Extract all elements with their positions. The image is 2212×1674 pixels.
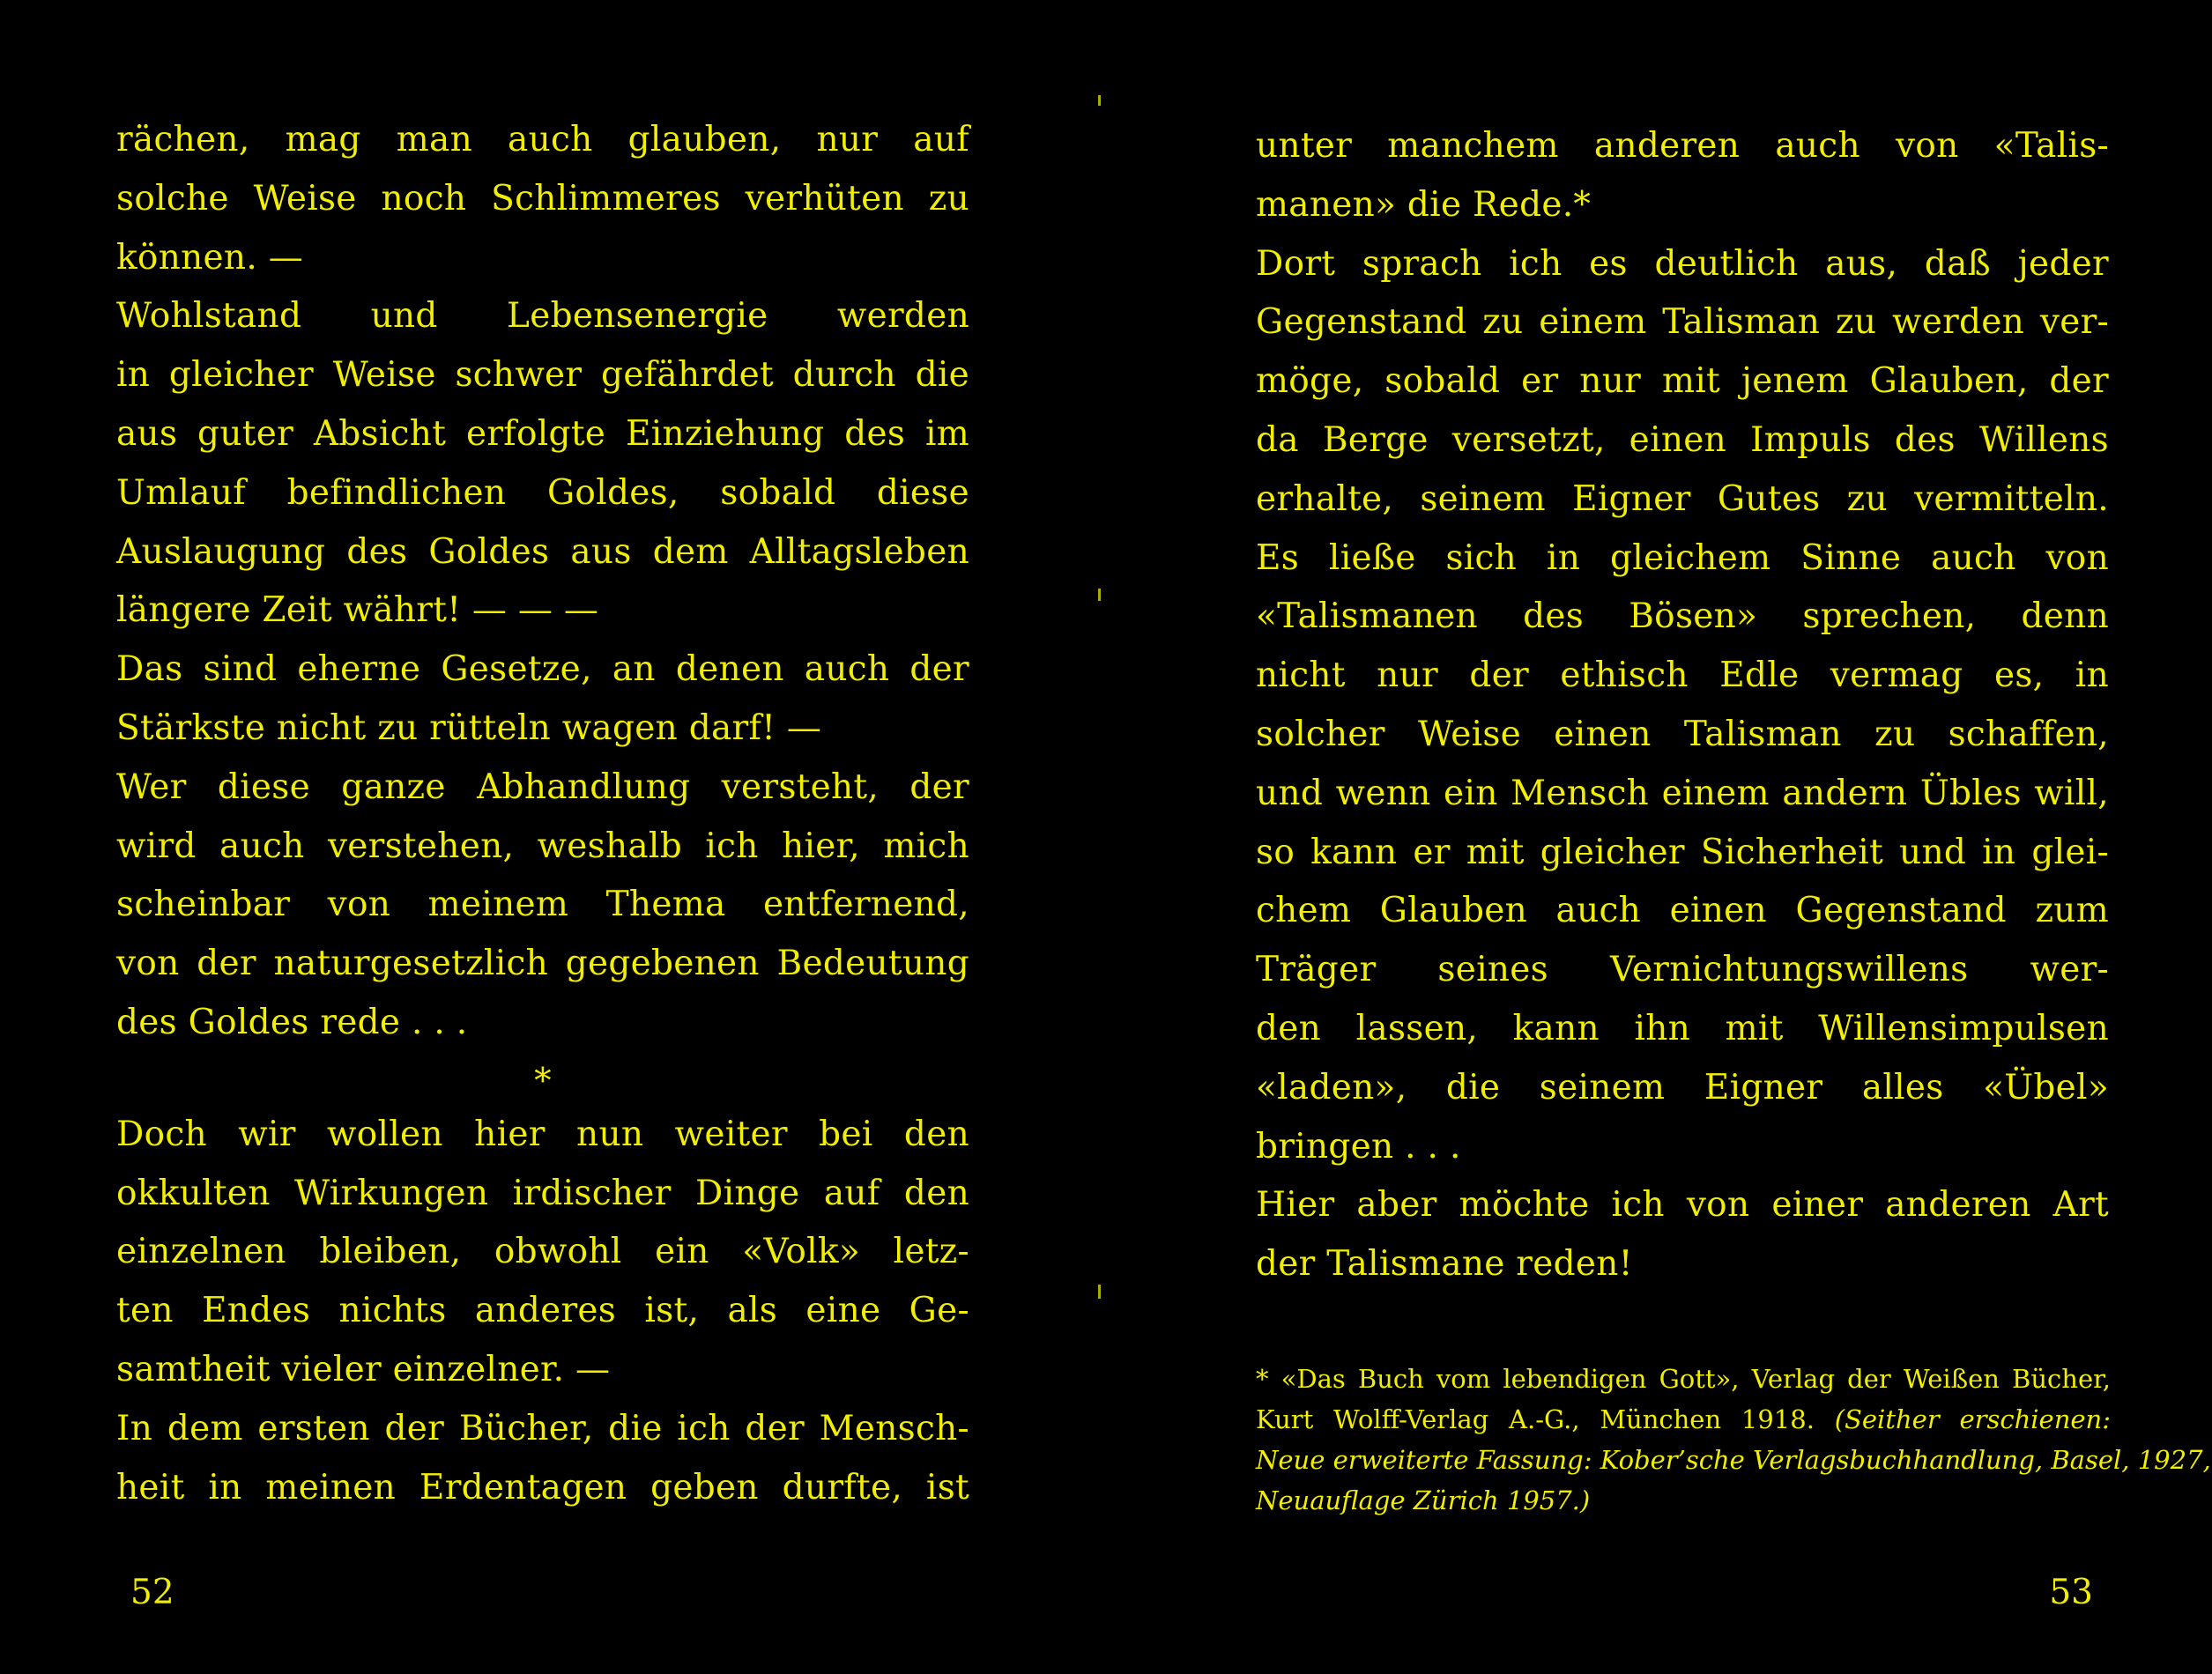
gutter-speck [1098, 1285, 1101, 1299]
text-line: okkulten Wirkungen irdischer Dinge auf den [116, 1173, 969, 1213]
right-page-text [1256, 117, 2109, 1294]
text-line: rächen, mag man auch glauben, nur auf [116, 120, 969, 159]
text-line: Es ließe sich in gleichem Sinne auch von [1256, 537, 2109, 578]
text-line: Wohlstand und Lebensenergie werden [116, 296, 969, 337]
text-line: heit in meinen Erdentagen geben durfte, ist [116, 1467, 969, 1507]
text-line: chem Glauben auch einen Gegenstand zum [1256, 891, 2109, 931]
text-line: Wer diese ganze Abhandlung versteht, der [116, 767, 969, 807]
text-line: so kann er mit gleicher Sicherheit und in glei- [1256, 832, 2109, 872]
text-line: Das sind eherne Gesetze, an denen auch der [116, 649, 969, 690]
text-line: scheinbar von meinem Thema entfernend, [116, 885, 969, 925]
text-line: den lassen, kann ihn mit Willensimpulsen [1256, 1008, 2109, 1048]
left-page-text [116, 111, 969, 1517]
text-line: ten Endes nichts anderes ist, als eine Ge- [116, 1291, 969, 1331]
text-line: bringen . . . [1256, 1126, 1461, 1167]
text-line: Doch wir wollen hier nun weiter bei den [116, 1114, 969, 1154]
footnote-line [1256, 1399, 2111, 1440]
text-line: Gegenstand zu einem Talisman zu werden ver- [1256, 302, 2109, 343]
section-asterisk: * [534, 1061, 552, 1101]
text-line: manen» die Rede.* [1256, 184, 1592, 225]
footnote-text: Kurt Wolff-Verlag A.-G., München 1918. [1256, 1404, 1835, 1434]
right-page [1106, 0, 2212, 1674]
text-line: unter manchem anderen auch von «Talis- [1256, 126, 2109, 166]
footnote-line: Neuauflage Zürich 1957.) [1256, 1485, 1591, 1515]
text-line: solcher Weise einen Talisman zu schaffen, [1256, 714, 2109, 754]
footnote-italic-text: (Seither erschienen: [1834, 1404, 2111, 1434]
text-line: Stärkste nicht zu rütteln wagen darf! — [116, 707, 822, 748]
text-line: möge, sobald er nur mit jenem Glauben, der [1256, 361, 2109, 402]
text-line: In dem ersten der Bücher, die ich der Mensch- [116, 1408, 969, 1448]
text-line: in gleicher Weise schwer gefährdet durch die [116, 355, 969, 396]
text-line: samtheit vieler einzelner. — [116, 1349, 611, 1389]
text-line: erhalte, seinem Eigner Gutes zu vermitteln. [1256, 478, 2109, 519]
text-line: und wenn ein Mensch einem andern Übles will, [1256, 773, 2109, 813]
text-line: längere Zeit währt! — — — [116, 590, 599, 631]
text-line: können. — [116, 237, 304, 278]
text-line: nicht nur der ethisch Edle vermag es, in [1256, 656, 2109, 696]
text-line: Umlauf befindlichen Goldes, sobald diese [116, 472, 969, 513]
text-line: solche Weise noch Schlimmeres verhüten zu [116, 178, 969, 219]
text-line: der Talismane reden! [1256, 1244, 1633, 1285]
text-line: aus guter Absicht erfolgte Einziehung des im [116, 413, 969, 454]
text-line: Hier aber möchte ich von einer anderen Art [1256, 1185, 2109, 1226]
footnote-line: Neue erweiterte Fassung: Kober’sche Verlagsbuchhandlung, Basel, 1927, [1256, 1445, 2211, 1475]
text-line: da Berge versetzt, einen Impuls des Willens [1256, 419, 2109, 460]
footnote [1256, 1359, 2211, 1521]
page-number: 53 [2049, 1573, 2093, 1612]
text-line: Dort sprach ich es deutlich aus, daß jeder [1256, 243, 2109, 284]
gutter-speck [1098, 589, 1101, 601]
text-line: Auslaugung des Goldes aus dem Alltagsleben [116, 531, 969, 572]
text-line: einzelnen bleiben, obwohl ein «Volk» letz- [116, 1232, 969, 1272]
text-line: Träger seines Vernichtungswillens wer- [1256, 950, 2109, 990]
text-line: «Talismanen des Bösen» sprechen, denn [1256, 596, 2109, 637]
footnote-line: * «Das Buch vom lebendigen Gott», Verlag der Weißen Bücher, [1256, 1364, 2111, 1394]
text-line: von der naturgesetzlich gegebenen Bedeutung [116, 944, 969, 984]
text-line: wird auch verstehen, weshalb ich hier, mich [116, 826, 969, 866]
text-line: «laden», die seinem Eigner alles «Übel» [1256, 1067, 2109, 1107]
page-number: 52 [130, 1573, 174, 1612]
text-line: des Goldes rede . . . [116, 1002, 468, 1042]
gutter-speck [1098, 95, 1101, 106]
